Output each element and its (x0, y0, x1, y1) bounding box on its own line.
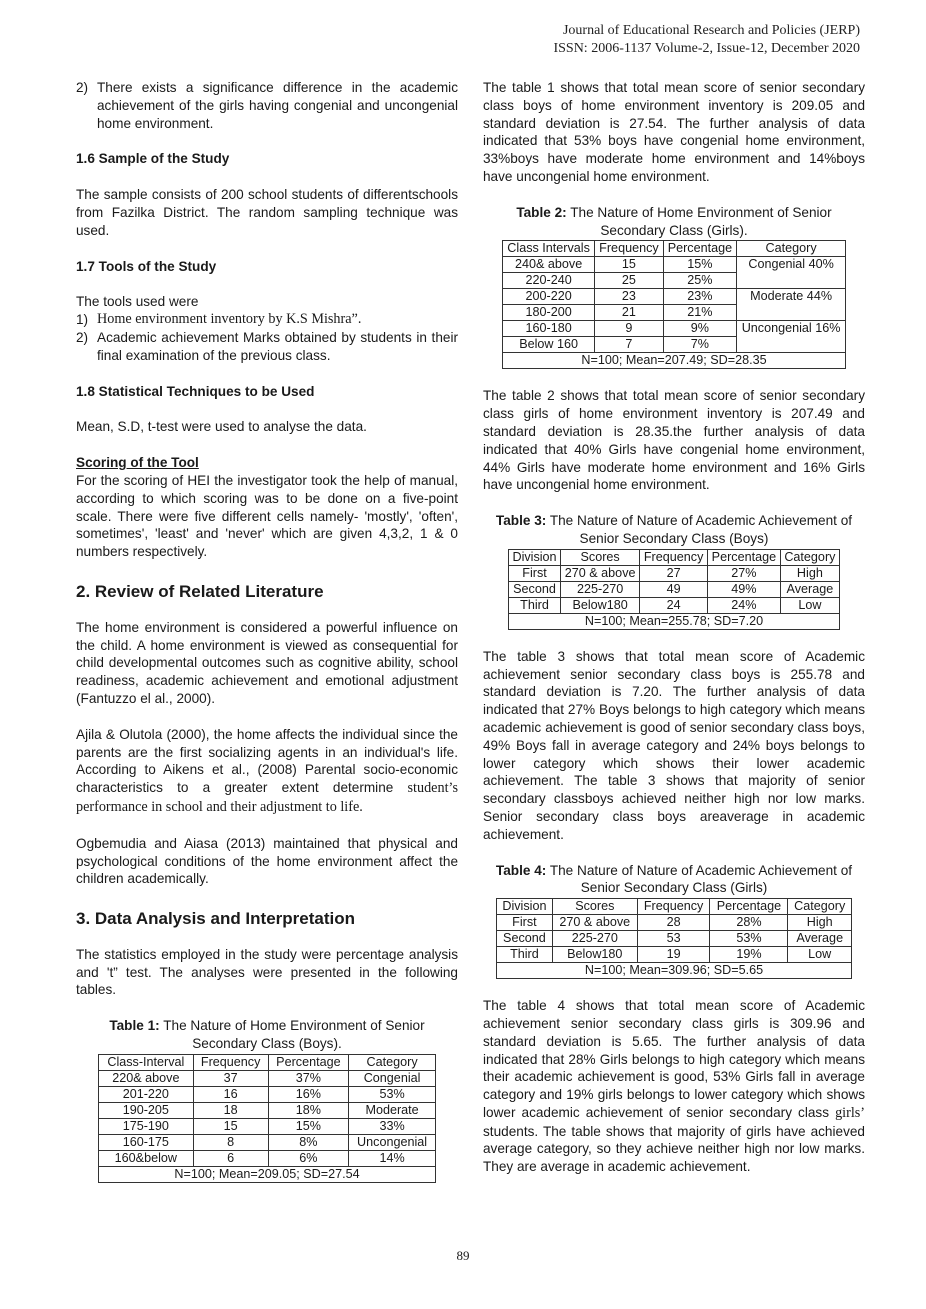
table-cell: 33% (349, 1118, 436, 1134)
column-header: Frequency (640, 549, 708, 565)
paragraph-table-2-analysis: The table 2 shows that total mean score of senior secondary class girls of home environment inventory is 207.49 and standard deviation is 28.35.the further analysis of data indicated that 40% Girls have congenial home environment, 44% Girls have moderate home environment and 16% Girls have uncongenial home environment. (483, 388, 865, 493)
table-cell: 9% (663, 321, 737, 337)
tool-item-2 (76, 329, 458, 365)
table-cell: 28 (637, 915, 710, 931)
table-cell: High (780, 565, 839, 581)
table-cell: 25% (663, 273, 737, 289)
column-header: Category (737, 241, 846, 257)
table-title: The Nature of Nature of Academic Achievement of Senior Secondary Class (Girls) (549, 862, 853, 896)
table-cell: High (788, 915, 852, 931)
table-row (99, 1118, 436, 1134)
table-4-text-b: students. The table shows that majority of girls have achieved average category, so they achieve neither high nor low marks. They are average in academic achievement. (483, 1123, 865, 1175)
hypothesis-2 (76, 79, 458, 132)
table-cell: 7% (663, 337, 737, 353)
table-footer: N=100; Mean=207.49; SD=28.35 (503, 353, 846, 369)
column-header: Percentage (663, 241, 737, 257)
table-label: Table 3: (495, 513, 547, 529)
journal-title: Journal of Educational Research and Policies (JERP) (562, 23, 860, 38)
table-label: Table 4: (495, 862, 547, 878)
table-cell: 53% (349, 1086, 436, 1102)
category-cell: Uncongenial 16% (737, 321, 846, 353)
column-header: Frequency (595, 241, 663, 257)
table-row (497, 931, 852, 947)
table-cell: 21 (595, 305, 663, 321)
table-cell: 16 (193, 1086, 268, 1102)
table-row (497, 915, 852, 931)
table-row (509, 597, 840, 613)
table-cell: First (509, 565, 561, 581)
table-row (503, 321, 846, 337)
column-header: Category (788, 899, 852, 915)
table-cell: 225-270 (561, 581, 640, 597)
paragraph-statistical: Mean, S.D, t-test were used to analyse the data. (76, 419, 367, 435)
table-1-caption (76, 1017, 458, 1053)
review-2-serif-text: student’s performance in school and their adjustment to life. (76, 780, 458, 815)
column-header: Division (497, 899, 553, 915)
table-cell: 175-190 (99, 1118, 194, 1134)
tools-list (76, 311, 458, 364)
table-cell: 19% (710, 947, 788, 963)
table-cell: Moderate (349, 1102, 436, 1118)
table-cell: 25 (595, 273, 663, 289)
table-cell: 9 (595, 321, 663, 337)
section-heading-3: 3. Data Analysis and Interpretation (76, 909, 355, 929)
table-3-caption (483, 512, 865, 548)
table-header-row (497, 899, 852, 915)
table-row (503, 289, 846, 305)
table-cell: 37 (193, 1070, 268, 1086)
tool-item-1 (76, 311, 458, 329)
table-4-text-a: The table 4 shows that total mean score of Academic achievement senior secondary class girls is 309.96 and standard deviation is 5.65. The further analysis of data indicated that 28% Girls belongs to high category which means their academic achievement is good, 53% Girls fall in average category and 19% girls belongs to lower category which shows lower academic achievement of senior secondary class (483, 998, 865, 1120)
table-cell: 160-175 (99, 1134, 194, 1150)
table-title: The Nature of Home Environment of Senior Secondary Class (Boys). (163, 1018, 425, 1052)
table-cell: 49% (708, 581, 781, 597)
table-cell: 19 (637, 947, 710, 963)
table-cell: 8% (268, 1134, 349, 1150)
table-4-caption (483, 862, 865, 898)
table-label: Table 1: (109, 1018, 160, 1034)
table-cell: 6 (193, 1150, 268, 1166)
table-4-text-girls: girls’ (835, 1104, 866, 1121)
review-2-text: Ajila & Olutola (2000), the home affects the individual since the parents are the first socializing agents in an individual's life. According to Aikens et al., (2008) Parental socio-economic characteristics to a greater extent determine (76, 726, 458, 796)
table-cell: 16% (268, 1086, 349, 1102)
table-row (509, 565, 840, 581)
list-text: There exists a significance difference in the academic achievement of the girls having congenial and uncongenial home environment. (97, 80, 458, 131)
journal-header (553, 22, 860, 58)
left-column (76, 79, 458, 1201)
scoring-heading: Scoring of the Tool (76, 455, 199, 471)
table-cell: Third (509, 597, 561, 613)
table-title: The Nature of Nature of Academic Achievement of Senior Secondary Class (Boys) (549, 513, 853, 546)
table-2-caption (483, 204, 865, 240)
table-cell: Uncongenial (349, 1134, 436, 1150)
table-row (99, 1102, 436, 1118)
table-row (509, 581, 840, 597)
table-cell: Second (497, 931, 553, 947)
table-cell: 27 (640, 565, 708, 581)
table-cell: 23% (663, 289, 737, 305)
column-header: Scores (552, 899, 637, 915)
list-number: 2) (76, 329, 89, 345)
table-1 (98, 1054, 436, 1183)
tools-intro: The tools used were (76, 294, 199, 310)
paragraph-sample: The sample consists of 200 school students of differentschools from Fazilka District. The random sampling technique was used. (76, 187, 458, 238)
table-header-row (99, 1054, 436, 1070)
section-heading-1-7: 1.7 Tools of the Study (76, 258, 217, 274)
table-footer-row (509, 613, 840, 629)
hypothesis-list (76, 79, 458, 132)
table-row (99, 1086, 436, 1102)
table-cell: Below180 (561, 597, 640, 613)
column-header: Division (509, 549, 561, 565)
column-header: Frequency (193, 1054, 268, 1070)
table-cell: 160-180 (503, 321, 595, 337)
table-cell: Congenial (349, 1070, 436, 1086)
table-row (503, 257, 846, 273)
table-cell: 15% (268, 1118, 349, 1134)
table-row (497, 947, 852, 963)
paragraph-table-1-analysis: The table 1 shows that total mean score of senior secondary class boys of home environment inventory is 209.05 and standard deviation is 27.54. The further analysis of data indicated that 53% boys have congenial home environment, 33%boys have moderate home environment and 14%boys have uncongenial home environment. (483, 80, 865, 184)
table-cell: 200-220 (503, 289, 595, 305)
journal-issn: ISSN: 2006-1137 Volume-2, Issue-12, December 2020 (553, 41, 860, 56)
table-cell: 21% (663, 305, 737, 321)
table-cell: 15 (595, 257, 663, 273)
table-cell: 27% (708, 565, 781, 581)
table-cell: 15% (663, 257, 737, 273)
paragraph-review-3: Ogbemudia and Aiasa (2013) maintained that physical and psychological conditions of the home environment affect the children academically. (76, 835, 458, 887)
section-heading-2: 2. Review of Related Literature (76, 581, 324, 601)
column-header: Frequency (637, 899, 710, 915)
table-cell: 24% (708, 597, 781, 613)
paragraph-data-analysis: The statistics employed in the study were percentage analysis and 't” test. The analyses were presented in the following tables. (76, 946, 458, 998)
table-4 (496, 898, 852, 979)
column-header: Percentage (708, 549, 781, 565)
table-cell: 49 (640, 581, 708, 597)
table-cell: 270 & above (561, 565, 640, 581)
list-number: 2) (76, 80, 89, 95)
section-heading-1-6: 1.6 Sample of the Study (76, 151, 230, 167)
table-cell: 53% (710, 931, 788, 947)
table-cell: 23 (595, 289, 663, 305)
table-cell: 14% (349, 1150, 436, 1166)
table-header-row (509, 549, 840, 565)
table-cell: 18 (193, 1102, 268, 1118)
column-header: Class Intervals (503, 241, 595, 257)
table-cell: Low (780, 597, 839, 613)
page-number: 89 (456, 1248, 470, 1263)
table-cell: 270 & above (552, 915, 637, 931)
table-footer: N=100; Mean=209.05; SD=27.54 (99, 1166, 436, 1182)
table-cell: 6% (268, 1150, 349, 1166)
column-header: Percentage (268, 1054, 349, 1070)
paragraph-table-4-analysis (483, 997, 865, 1176)
table-row (99, 1134, 436, 1150)
table-cell: 28% (710, 915, 788, 931)
table-cell: 240& above (503, 257, 595, 273)
table-cell: 190-205 (99, 1102, 194, 1118)
table-cell: 53 (637, 931, 710, 947)
list-number: 1) (76, 312, 89, 328)
paragraph-review-1: The home environment is considered a powerful influence on the child. A home environment is viewed as consequential for child developmental outcomes such as cognitive ability, school readiness, academic achievement and emotional adjustment (Fantuzzo el al., 2000). (76, 619, 458, 706)
paragraph-table-3-analysis: The table 3 shows that total mean score of Academic achievement senior secondary class boys is 255.78 and standard deviation is 7.20. The further analysis of data indicated that 27% Boys belongs to high category which means academic achievement is good of senior secondary class boys, 49% Boys fall in average category and 24% boys belongs to lower category which shows their lower academic achievement. The table 3 shows that majority of senior secondary classboys achieved neither high nor low marks. Senior secondary class boys areaverage in academic achievement. (483, 648, 865, 842)
category-cell: Moderate 44% (737, 289, 846, 321)
table-cell: 8 (193, 1134, 268, 1150)
table-cell: Below180 (552, 947, 637, 963)
table-cell: 15 (193, 1118, 268, 1134)
paragraph-scoring: For the scoring of HEI the investigator took the help of manual, according to which scoring was to be done on a five-point scale. There were five different cells namely- 'mostly', 'often', sometimes', 'least' and 'never' which are given 4,3,2, 1 & 0 numbers respectively. (76, 472, 458, 560)
table-footer-row (497, 963, 852, 979)
table-header-row (503, 241, 846, 257)
table-cell: Second (509, 581, 561, 597)
table-cell: Third (497, 947, 553, 963)
table-row (99, 1070, 436, 1086)
right-column (483, 79, 865, 1194)
table-cell: 7 (595, 337, 663, 353)
category-cell: Congenial 40% (737, 257, 846, 289)
column-header: Category (780, 549, 839, 565)
column-header: Class-Interval (99, 1054, 194, 1070)
table-cell: Average (780, 581, 839, 597)
table-cell: 220& above (99, 1070, 194, 1086)
table-cell: 201-220 (99, 1086, 194, 1102)
table-cell: 18% (268, 1102, 349, 1118)
table-title: The Nature of Home Environment of Senior Secondary Class (Girls). (570, 204, 832, 238)
table-row (99, 1150, 436, 1166)
table-footer-row (99, 1166, 436, 1182)
list-text: Home environment inventory by K.S Mishra”. (97, 311, 362, 328)
table-footer-row (503, 353, 846, 369)
table-footer: N=100; Mean=255.78; SD=7.20 (509, 613, 840, 629)
table-label: Table 2: (516, 204, 567, 220)
table-cell: Below 160 (503, 337, 595, 353)
table-3 (508, 549, 840, 630)
table-cell: Low (788, 947, 852, 963)
table-2 (502, 240, 846, 369)
column-header: Category (349, 1054, 436, 1070)
list-text: Academic achievement Marks obtained by students in their final examination of the previous class. (97, 329, 458, 363)
table-cell: 37% (268, 1070, 349, 1086)
table-cell: 180-200 (503, 305, 595, 321)
table-cell: 24 (640, 597, 708, 613)
column-header: Percentage (710, 899, 788, 915)
table-cell: First (497, 915, 553, 931)
table-footer: N=100; Mean=309.96; SD=5.65 (497, 963, 852, 979)
table-cell: 220-240 (503, 273, 595, 289)
paragraph-review-2 (76, 726, 458, 817)
table-cell: 225-270 (552, 931, 637, 947)
column-header: Scores (561, 549, 640, 565)
table-cell: Average (788, 931, 852, 947)
section-heading-1-8: 1.8 Statistical Techniques to be Used (76, 383, 315, 399)
table-cell: 160&below (99, 1150, 194, 1166)
